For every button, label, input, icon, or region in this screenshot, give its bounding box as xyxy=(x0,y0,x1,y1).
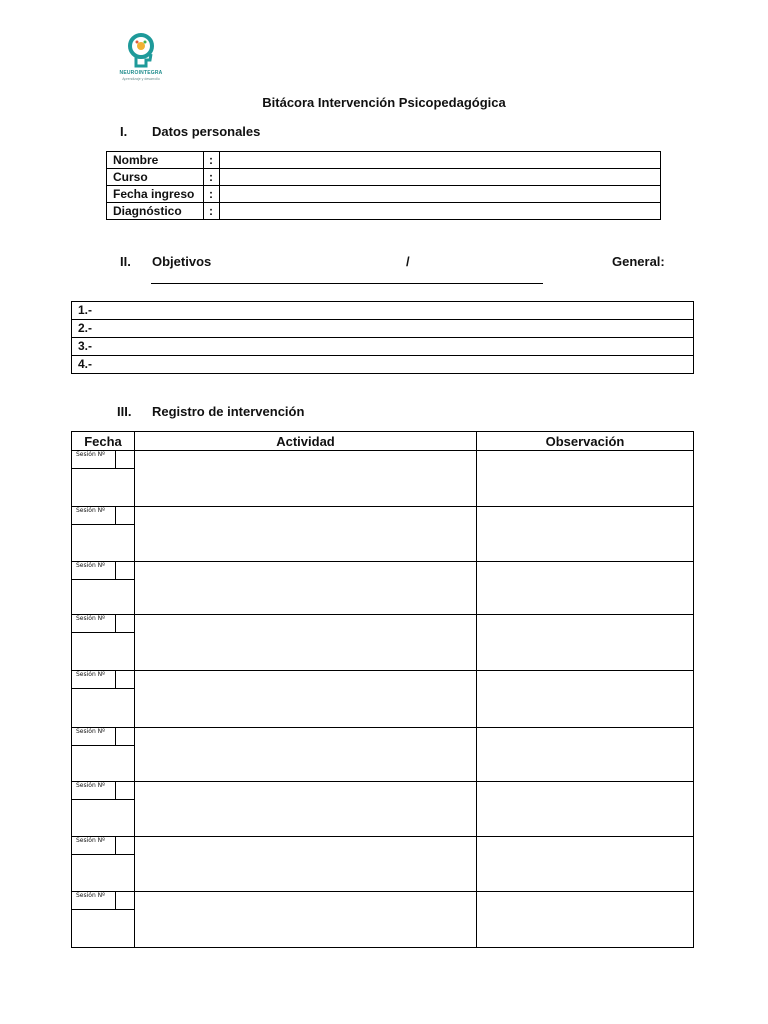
field-label: Fecha ingreso xyxy=(107,186,204,203)
header-observacion: Observación xyxy=(477,432,694,451)
objective-item-2[interactable]: 2.- xyxy=(72,320,694,338)
activity-cell[interactable] xyxy=(135,615,477,671)
objectives-slash: / xyxy=(406,254,410,269)
objective-item-4[interactable]: 4.- xyxy=(72,356,694,374)
document-title: Bitácora Intervención Psicopedagógica xyxy=(262,95,506,110)
field-colon: : xyxy=(204,203,220,220)
session-date-cell[interactable] xyxy=(72,562,135,615)
observation-cell[interactable] xyxy=(477,507,694,562)
header-actividad: Actividad xyxy=(135,432,477,451)
session-number-box xyxy=(72,507,134,525)
logo-name: NEUROINTEGRA xyxy=(119,70,163,76)
section1-title: Datos personales xyxy=(152,124,261,139)
session-number-field[interactable] xyxy=(115,782,134,799)
session-number-field[interactable] xyxy=(115,671,134,688)
observation-cell[interactable] xyxy=(477,892,694,948)
field-colon: : xyxy=(204,152,220,169)
field-label: Nombre xyxy=(107,152,204,169)
session-row xyxy=(72,671,694,728)
session-row xyxy=(72,837,694,892)
curso-value-cell[interactable] xyxy=(220,169,661,186)
intervention-rows xyxy=(72,451,694,948)
objective-item-1[interactable]: 1.- xyxy=(72,302,694,320)
observation-cell[interactable] xyxy=(477,782,694,837)
session-row xyxy=(72,615,694,671)
activity-cell[interactable] xyxy=(135,782,477,837)
header-fecha: Fecha xyxy=(72,432,135,451)
objectives-table xyxy=(71,301,694,374)
section3-number: III. xyxy=(117,404,132,419)
session-label: Sesión Nº xyxy=(76,671,105,678)
session-number-field[interactable] xyxy=(115,892,134,909)
activity-cell[interactable] xyxy=(135,451,477,507)
observation-cell[interactable] xyxy=(477,562,694,615)
session-date-cell[interactable] xyxy=(72,615,135,671)
section2-number: II. xyxy=(120,254,131,269)
observation-cell[interactable] xyxy=(477,615,694,671)
field-colon: : xyxy=(204,186,220,203)
intervention-table xyxy=(71,431,694,948)
activity-cell[interactable] xyxy=(135,671,477,728)
head-brain-icon xyxy=(110,30,172,72)
session-label: Sesión Nº xyxy=(76,451,105,458)
session-number-box xyxy=(72,671,134,689)
activity-cell[interactable] xyxy=(135,837,477,892)
field-label: Diagnóstico xyxy=(107,203,204,220)
session-label: Sesión Nº xyxy=(76,615,105,622)
session-number-box xyxy=(72,728,134,746)
session-label: Sesión Nº xyxy=(76,507,105,514)
session-date-cell[interactable] xyxy=(72,728,135,782)
personal-row-nombre xyxy=(107,152,661,169)
section3-title: Registro de intervención xyxy=(152,404,305,419)
session-label: Sesión Nº xyxy=(76,562,105,569)
section2-title: Objetivos xyxy=(152,254,212,269)
session-row xyxy=(72,507,694,562)
session-date-cell[interactable] xyxy=(72,671,135,728)
session-row xyxy=(72,782,694,837)
personal-row-fecha-ingreso xyxy=(107,186,661,203)
observation-cell[interactable] xyxy=(477,451,694,507)
session-label: Sesión Nº xyxy=(76,782,105,789)
session-date-cell[interactable] xyxy=(72,507,135,562)
field-colon: : xyxy=(204,169,220,186)
observation-cell[interactable] xyxy=(477,728,694,782)
session-number-box xyxy=(72,892,134,910)
session-label: Sesión Nº xyxy=(76,728,105,735)
personal-data-table xyxy=(106,151,661,220)
session-row xyxy=(72,892,694,948)
objectives-general-label: General: xyxy=(612,254,665,269)
session-number-field[interactable] xyxy=(115,451,134,468)
session-number-field[interactable] xyxy=(115,615,134,632)
session-number-box xyxy=(72,782,134,800)
session-date-cell[interactable] xyxy=(72,892,135,948)
field-label: Curso xyxy=(107,169,204,186)
personal-row-curso xyxy=(107,169,661,186)
session-row xyxy=(72,451,694,507)
activity-cell[interactable] xyxy=(135,892,477,948)
session-number-field[interactable] xyxy=(115,728,134,745)
session-date-cell[interactable] xyxy=(72,837,135,892)
session-date-cell[interactable] xyxy=(72,782,135,837)
session-row xyxy=(72,728,694,782)
session-row xyxy=(72,562,694,615)
objective-item-3[interactable]: 3.- xyxy=(72,338,694,356)
session-date-cell[interactable] xyxy=(72,451,135,507)
session-number-box xyxy=(72,451,134,469)
session-number-box xyxy=(72,562,134,580)
personal-row-diagnostico xyxy=(107,203,661,220)
section1-number: I. xyxy=(120,124,128,139)
nombre-value-cell[interactable] xyxy=(220,152,661,169)
session-number-field[interactable] xyxy=(115,562,134,579)
fecha-ingreso-value-cell[interactable] xyxy=(220,186,661,203)
observation-cell[interactable] xyxy=(477,837,694,892)
session-number-box xyxy=(72,615,134,633)
session-number-field[interactable] xyxy=(115,507,134,524)
diagnostico-value-cell[interactable] xyxy=(220,203,661,220)
logo-tagline: Aprendizaje y desarrollo xyxy=(122,77,160,81)
general-objective-line[interactable] xyxy=(151,283,543,284)
activity-cell[interactable] xyxy=(135,728,477,782)
observation-cell[interactable] xyxy=(477,671,694,728)
session-label: Sesión Nº xyxy=(76,892,105,899)
activity-cell[interactable] xyxy=(135,507,477,562)
session-label: Sesión Nº xyxy=(76,837,105,844)
session-number-box xyxy=(72,837,134,855)
logo xyxy=(110,30,172,92)
session-number-field[interactable] xyxy=(115,837,134,854)
activity-cell[interactable] xyxy=(135,562,477,615)
